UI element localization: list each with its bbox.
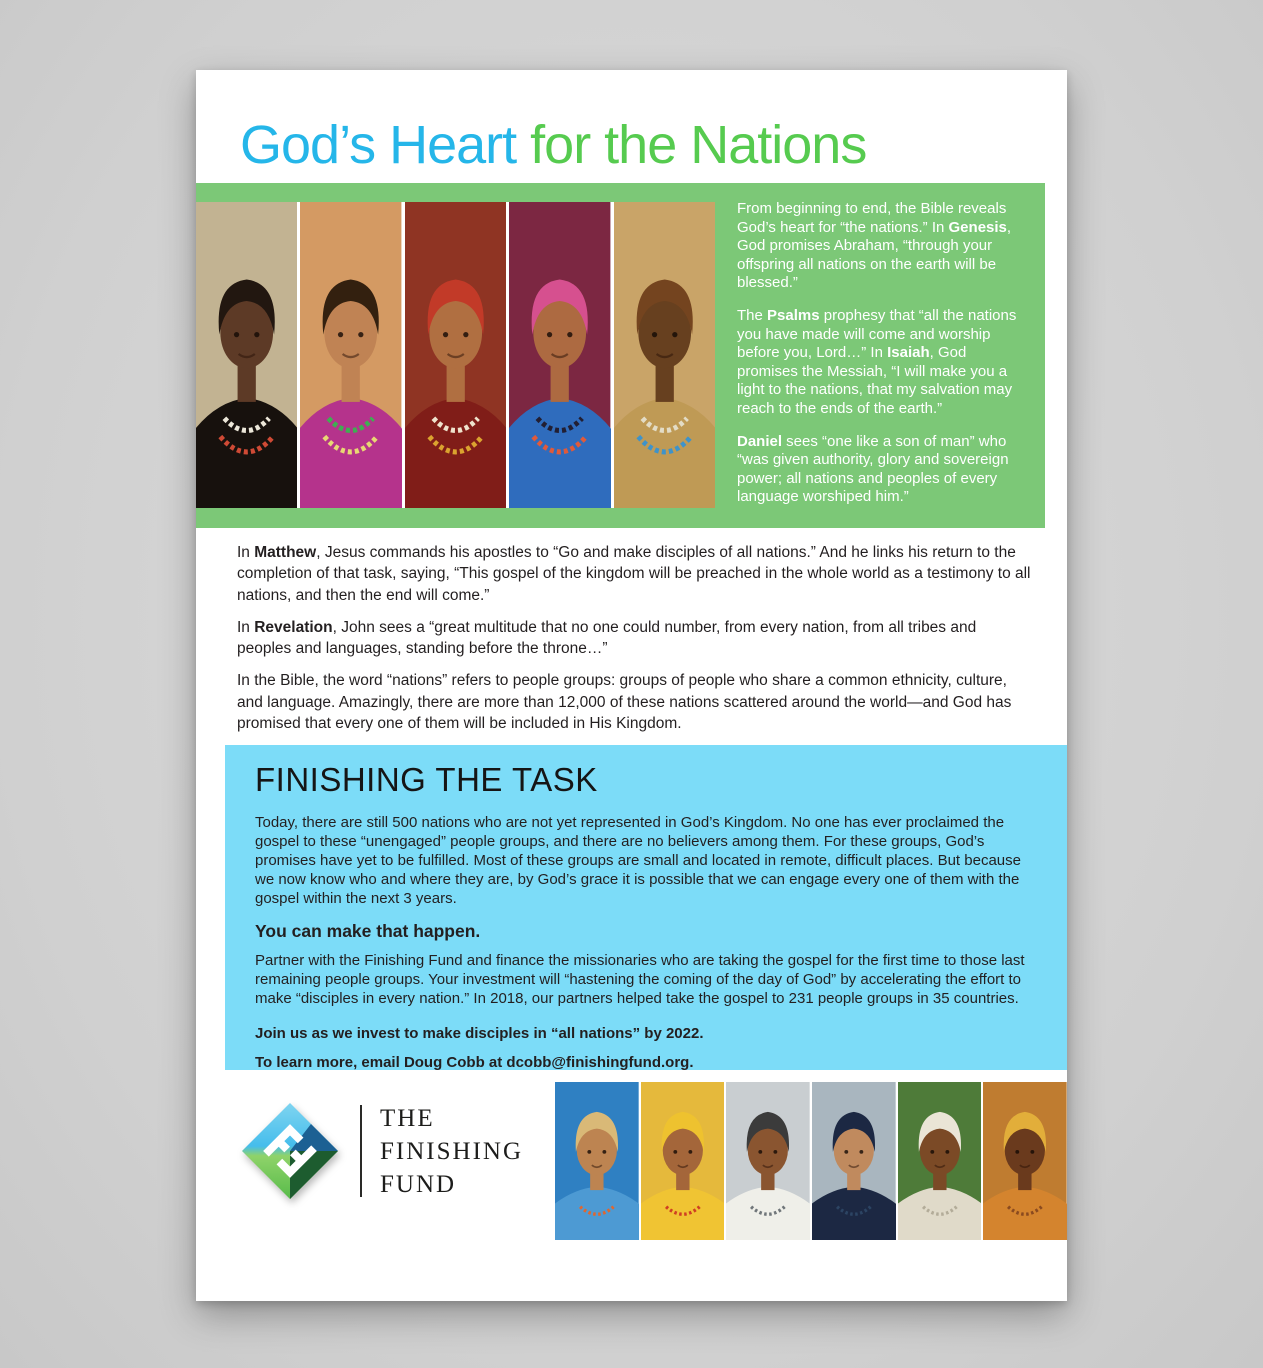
finishing-task-paragraph: Partner with the Finishing Fund and finance the missionaries who are taking the gospel for the first time to those last remaining people groups. Your investment will “hastening the coming of the day of God” by accelerating the effort to make “disciples in every nation.” In 2018, our partners helped take the gospel to 231 people groups in 35 countries. (255, 952, 1025, 1007)
footer-photo-strip (555, 1082, 1067, 1240)
hero-photo-strip (196, 202, 715, 508)
flyer-page (196, 70, 1067, 1301)
portrait-photo (726, 1082, 810, 1240)
logo-wordmark (380, 1102, 523, 1201)
logo-divider (360, 1105, 362, 1197)
portrait-photo (405, 202, 506, 508)
body-paragraph: In Revelation, John sees a “great multitude that no one could number, from every nation, from all tribes and peoples and languages, standing before the throne…” (237, 618, 977, 658)
portrait-photo (196, 202, 297, 508)
logo-word-fund: FUND (380, 1170, 457, 1198)
logo-word-the: THE (380, 1104, 435, 1132)
join-us-line: Join us as we invest to make disciples in “all nations” by 2022. (255, 1025, 704, 1042)
hero-section (196, 183, 1045, 528)
contact-email-line: To learn more, email Doug Cobb at dcobb@finishingfund.org. (255, 1054, 694, 1071)
hero-text (737, 200, 1031, 521)
page-title (240, 116, 866, 175)
portrait-photo (898, 1082, 982, 1240)
portrait-photo (509, 202, 610, 508)
finishing-task-paragraph: Today, there are still 500 nations who are not yet represented in God’s Kingdom. No one has ever proclaimed the gospel to these “unengaged” people groups, and there are no believers among them. For these groups, God’s promises have yet to be fulfilled. Most of these groups are small and located in remote, difficult places. But because we now know who and where they are, by God’s grace it is possible that we can engage every one of them with the gospel within the next 3 years. (255, 814, 1021, 907)
title-part-blue: God’s Heart (240, 115, 531, 175)
finishing-fund-logo-mark-icon (240, 1101, 340, 1201)
body-paragraph: In Matthew, Jesus commands his apostles to “Go and make disciples of all nations.” And he links his return to the completion of that task, saying, “This gospel of the kingdom will be preached in the whole world as a testimony to all nations, and then the end will come.” (237, 544, 1031, 604)
hero-paragraph: From beginning to end, the Bible reveals God’s heart for “the nations.” In Genesis, God promises Abraham, “through your offspring all nations on the earth will be blessed.” (737, 200, 1012, 292)
portrait-photo (614, 202, 715, 508)
finishing-task-heading: FINISHING THE TASK (255, 761, 598, 798)
portrait-photo (641, 1082, 725, 1240)
finishing-fund-logo (240, 1098, 523, 1204)
hero-paragraph: The Psalms prophesy that “all the nations you have made will come and worship before you, Lord…” In Isaiah, God promises the Messiah, “I will make you a light to the nations, that my salvation may reach to the ends of the earth.” (737, 306, 1017, 417)
title-part-green: for the Nations (530, 115, 867, 175)
hero-paragraph: Daniel sees “one like a son of man” who “was given authority, glory and sovereign power; all nations and peoples of every language worshiped him.” (737, 432, 1009, 506)
portrait-photo (555, 1082, 639, 1240)
body-paragraph: In the Bible, the word “nations” refers to people groups: groups of people who share a common ethnicity, culture, and language. Amazingly, there are more than 12,000 of these nations scattered around the world—and God has promised that every one of them will be included in His Kingdom. (237, 672, 1012, 733)
portrait-photo (300, 202, 401, 508)
portrait-photo (983, 1082, 1067, 1240)
logo-word-finishing: FINISHING (380, 1137, 523, 1165)
body-section (237, 542, 1031, 745)
finishing-task-section (225, 745, 1067, 1070)
portrait-photo (812, 1082, 896, 1240)
finishing-task-subheading: You can make that happen. (255, 921, 481, 941)
